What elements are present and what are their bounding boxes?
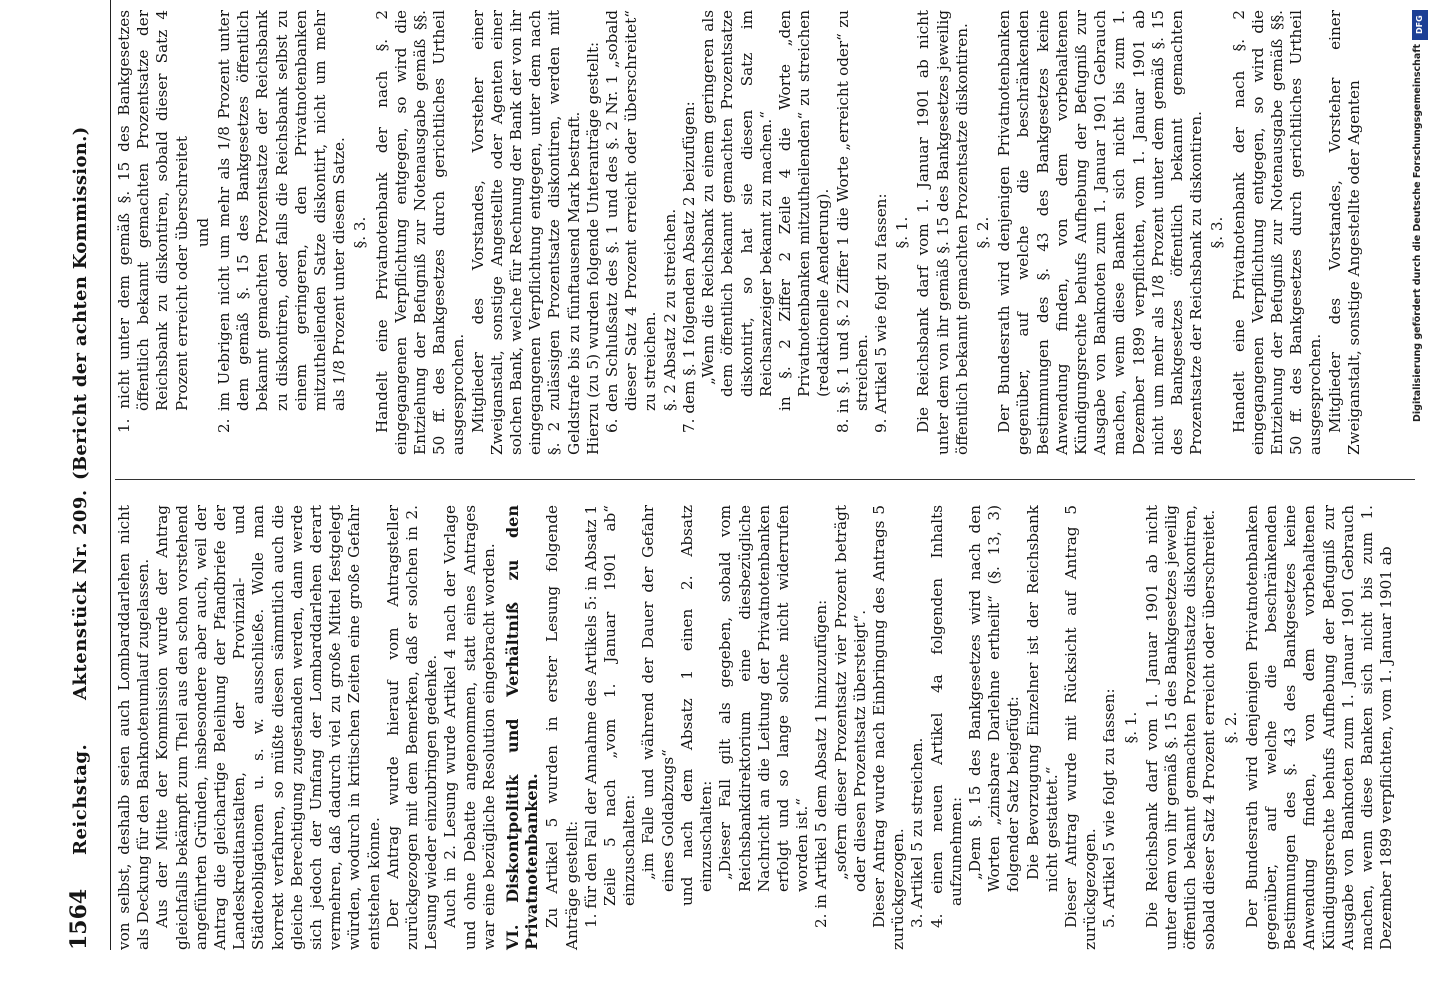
page-number: 1564 [66,888,92,950]
sub-item: §. 2 Absatz 2 zu streichen. [660,208,679,411]
numbered-item: 1. nicht unter dem gemäß §. 15 des Bankgesetzes öffentlich bekannt gemachten Prozentsatze der Reichsbank zu diskontiren, sobald dieser Satz 4 Prozent erreicht oder überschreitet [115,10,191,433]
numbered-item: 8. in §. 1 und §. 2 Ziffer 1 die Worte „erreicht oder“ zu streichen. [833,10,871,433]
text-paragraph: Zu Artikel 5 wurden in erster Lesung folgende Anträge gestellt: [543,505,581,950]
column-divider [115,479,1415,480]
dfg-logo: DFG [1412,10,1428,40]
text-paragraph: Mitglieder des Vorstandes, Vorsteher einer Zweiganstalt, sonstige Angestellte oder Agenten [1325,10,1363,455]
text-paragraph: Dieser Antrag wurde nach Einbringung des Antrags 5 zurückgezogen. [869,505,908,950]
numbered-item: 4. einen neuen Artikel 4a folgenden Inhalts aufzunehmen: [927,505,965,928]
text-column-left [115,505,1396,950]
paragraph-number: und [193,217,212,248]
text-paragraph: Mitglieder des Vorstandes, Vorsteher einer Zweiganstalt, sonstige Angestellte oder Agenten einer solchen Bank, welche für Rechnung der Bank der von ihr eingegangenen Verpflichtung entgegen, unter dem nach §. 2 zulässigen Prozentsatze diskontiren, werden mit Geldstrafe bis zu fünftausend Mark bestraft. [468,10,583,455]
paragraph-number: §. 3. [351,216,370,249]
sub-item: und nach dem Absatz 1 einen 2. Absatz einzuschalten: [677,505,716,906]
numbered-item: 1. für den Fall der Annahme des Artikels 5: in Absatz 1 Zeile 5 nach „vom 1. Januar 1901 ab“ einzuschalten: [581,504,639,928]
sub-item: in §. 2 Ziffer 2 Zeile 4 die Worte „den Privatnotenbanken mitzutheilenden“ zu streichen (redaktionelle Aenderung). [775,10,833,411]
quoted-text: Die Bevorzugung Einzelner ist der Reichsbank nicht gestattet.“ [1023,505,1061,892]
dfg-credit-text: Digitalisierung gefördert durch die Deutsche Forschungsgemeinschaft [1412,44,1423,422]
numbered-item: 9. Artikel 5 wie folgt zu fassen: [871,193,890,433]
numbered-item: 2. in Artikel 5 dem Absatz 1 hinzuzufügen: [812,599,831,928]
paragraph-number: §. 1. [1121,711,1140,744]
paragraph-number: §. 3. [1208,216,1227,249]
numbered-item: 2. im Uebrigen nicht um mehr als 1/8 Prozent unter dem gemäß §. 15 des Bankgesetzes öffentlich bekannt gemachten Prozentsatze der Reichsbank zu diskontiren, oder falls die Reichsbank selbst zu einem geringeren, den Privatnotenbanken mitzutheilenden Satze diskontirt, nicht um mehr als 1/8 Prozent unter diesem Satze. [215,10,349,433]
quoted-text: „Dem §. 15 des Bankgesetzes wird nach den Worten „zinsbare Darlehne ertheilt“ (§. 13, 3) folgender Satz beigefügt: [965,505,1023,892]
text-paragraph: Der Bundesrath wird denjenigen Privatnotenbanken gegenüber, auf welche die beschränkenden Bestimmungen des §. 43 des Bankgesetzes keine Anwendung finden, von dem vorbehaltenen Kündigungsrechte behufs Aufhebung der Befugniß zur Ausgabe von Banknoten zum 1. Januar 1901 Gebrauch machen, wenn diese Banken sich nicht bis zum 1. Dezember 1899 verpflichten, vom 1. Januar 1901 ab nicht um mehr als 1/8 Prozent unter dem gemäß §. 15 des Bankgesetzes öffentlich bekannt gemachten Prozentsatze der Reichsbank zu diskontiren. [995,10,1206,455]
text-column-right [115,10,1364,455]
numbered-item: 3. Artikel 5 zu streichen. [908,737,927,928]
quoted-text: „Wenn die Reichsbank zu einem geringeren als dem öffentlich bekannt gemachten Prozentsatze diskontirt, so hat sie diesen Satz im Reichsanzeiger bekannt zu machen.“ [699,10,775,397]
header-left: Reichstag. [70,743,91,855]
paragraph-number: §. 1. [893,216,912,249]
text-paragraph: Die Reichsbank darf vom 1. Januar 1901 ab nicht unter dem von ihr gemäß §. 15 des Bankgesetzes jeweilig öffentlich bekannt gemachten Prozentsatze diskontiren, sobald dieser Satz 4 Prozent erreicht oder überschreitet. [1142,505,1219,950]
text-paragraph: von selbst, deshalb seien auch Lombarddarlehen nicht als Deckung für den Banknotenumlauf zugelassen. [115,505,153,950]
text-paragraph: Der Antrag wurde hierauf vom Antragsteller zurückgezogen mit dem Bemerken, daß er solchen in 2. Lesung wieder einzubringen gedenke. [383,505,441,950]
text-paragraph: Der Bundesrath wird denjenigen Privatnotenbanken gegenüber, auf welche die beschränkenden Bestimmungen des §. 43 des Bankgesetzes keine Anwendung finden, von dem vorbehaltenen Kündigungsrechte behufs Aufhebung der Befugniß zur Ausgabe von Banknoten zum 1. Januar 1901 Gebrauch machen, wenn diese Banken sich nicht bis zum 1. Dezember 1899 verpflichten, vom 1. Januar 1901 ab [1242,505,1396,950]
text-paragraph: Hierzu (zu 5) wurden folgende Unteranträge gestellt: [583,41,602,455]
digitization-sidebar [1412,10,1428,990]
text-paragraph: Die Reichsbank darf vom 1. Januar 1901 ab nicht unter dem von ihr gemäß §. 15 des Bankgesetzes jeweilig öffentlich bekannt gemachten Prozentsatze diskontiren. [914,10,971,455]
numbered-item: 7. dem §. 1 folgenden Absatz 2 beizufügen: [679,101,698,433]
text-paragraph: Aus der Mitte der Kommission wurde der Antrag gleichfalls bekämpft zum Theil aus den schon vorstehend angeführten Gründen, insbesondere aber auch, weil der Antrag die gleichartige Beleihung der Pfandbriefe der Landeskreditanstalten, der Provinzial- und Städteobligationen u. s. w. ausschließe. Wolle man korrekt verfahren, so müßte diesen sämmtlich auch die gleiche Berechtigung zugestanden werden, dann werde sich jedoch der Umfang der Lombarddarlehen derart vermehren, daß dadurch viel zu große Mittel festgelegt würden, wodurch in kritischen Zeiten eine große Gefahr entstehen könne. [153,505,383,950]
quoted-text: „Dieser Fall gilt als gegeben, sobald vom Reichsbankdirektorium eine diesbezügliche Nachricht an die Leitung der Privatnotenbanken erfolgt und so lange solche nicht widerrufen worden ist.“ [716,505,812,892]
quoted-text: „im Falle und während der Dauer der Gefahr eines Goldabzugs“ [639,505,677,892]
text-paragraph: Handelt eine Privatnotenbank der nach §. 2 eingegangenen Verpflichtung entgegen, so wird die Entziehung der Befugniß zur Notenausgabe gemäß §§. 50 ff. des Bankgesetzes durch gerichtliches Urtheil ausgesprochen. [372,10,468,455]
paragraph-number: §. 2. [1221,711,1240,744]
paragraph-number: §. 2. [973,216,992,249]
quoted-text: „sofern dieser Prozentsatz vier Prozent beträgt oder diesen Prozentsatz übersteigt“. [831,505,869,892]
text-paragraph: Handelt eine Privatnotenbank der nach §. 2 eingegangenen Verpflichtung entgegen, so wird die Entziehung der Befugniß zur Notenausgabe gemäß §§. 50 ff. des Bankgesetzes durch gerichtliches Urtheil ausgesprochen. [1229,10,1325,455]
header-center: Aktenstück Nr. 209. [70,489,91,700]
text-paragraph: Dieser Antrag wurde mit Rücksicht auf Antrag 5 zurückgezogen. [1061,505,1100,950]
header-right: (Bericht der achten Kommission.) [70,126,91,480]
numbered-item: 6. den Schlußsatz des §. 1 und des §. 2 Nr. 1 „sobald dieser Satz 4 Prozent erreicht oder überschreitet“ zu streichen. [603,10,660,433]
text-paragraph: Auch in 2. Lesung wurde Artikel 4 nach der Vorlage und ohne Debatte angenommen, statt eines Antrages war eine bezügliche Resolution eingebracht worden. [441,505,498,950]
rotated-page [60,0,1434,950]
section-heading: VI. Diskontpolitik und Verhältniß zu den Privatnotenbanken. [503,505,542,950]
page-header [60,0,111,950]
numbered-item: 5. Artikel 5 wie folgt zu fassen: [1100,688,1119,928]
